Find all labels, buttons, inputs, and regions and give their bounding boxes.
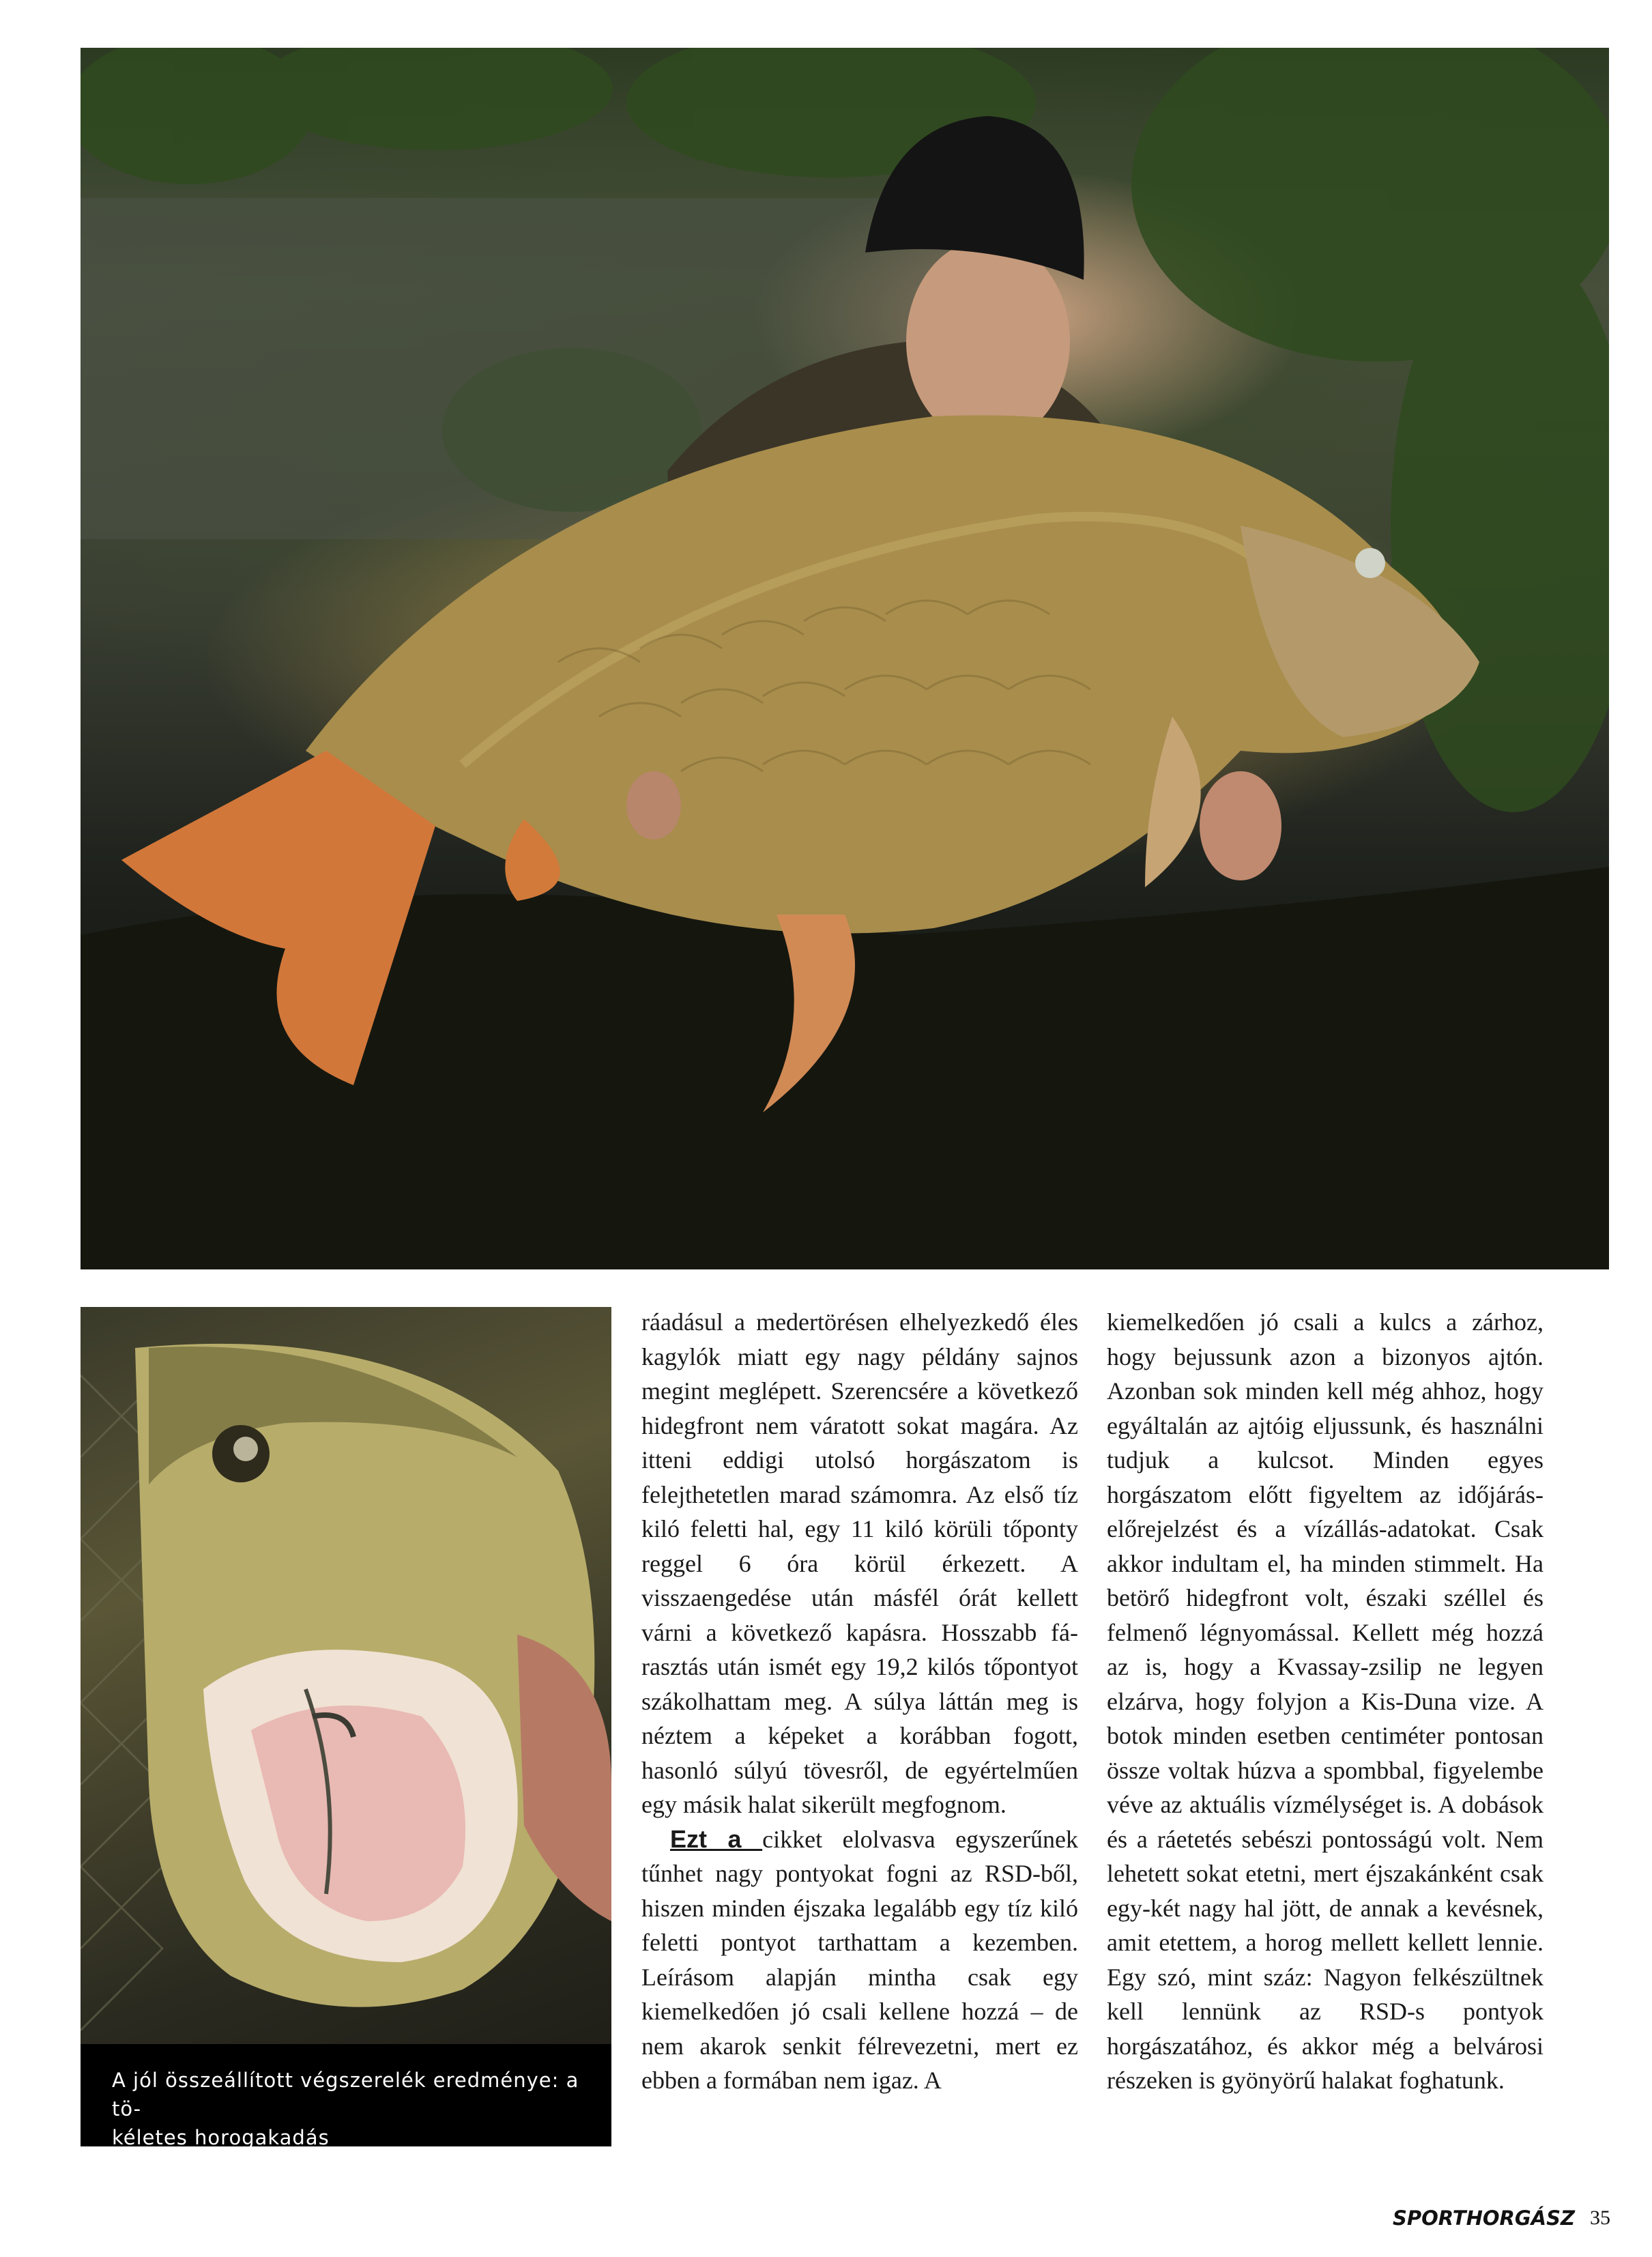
article-paragraph [641, 1822, 1078, 2098]
angler-face [906, 239, 1070, 444]
photo-caption-box [81, 2044, 611, 2149]
photo-caption: A jól összeállított végszerelék eredménye: a tö- kéletes horogakadás [112, 2069, 579, 2149]
hero-photo-illustration [81, 48, 1609, 1269]
closeup-photo-illustration [81, 1307, 611, 2044]
angler-hand [626, 771, 681, 839]
article-paragraph: kiemelkedően jó csali a kulcs a zárhoz, hogy bejussunk azon a bizonyos ajtón. Azonban sok minden kell még ahhoz, hogy egyáltalán az ajtóig eljussunk, és használni tudjuk a kulcsot. Minden egyes horgászatom előtt figyeltem az időjárás-előrejelzést és a vízállás-adatokat. Csak akkor indultam el, ha minden stimmelt. Ha betörő hidegfront volt, északi széllel és felmenő légnyomással. Kellett még hozzá az is, hogy a Kvassay-zsilip ne legyen elzárva, hogy folyjon a Kis-Duna vize. A botok minden esetben centiméter pontosan össze voltak húzva a spombbal, figyelembe véve az aktuális vízmélységet is. A dobások és a ráetetés sebészi pontosságú volt. Nem lehetett sokat etetni, mert éjszakánként csak egy-két nagy hal jött, de annak a kevésnek, amit etettem, a horog mellett kellett lennie. Egy szó, mint száz: Nagyon felkészültnek kell lennünk az RSD-s pontyok horgászatához, és akkor még a belvárosi részeken is gyönyörű halakat foghatunk. [1107, 1308, 1544, 2094]
paragraph-lead-in: Ezt a [670, 1824, 763, 1853]
paragraph-body: cikket elolvasva egyszerűnek tűnhet nagy pontyokat fogni az RSD-ből, hiszen minden éjszaka legalább egy tíz kiló feletti pontyot tarthattam a kezemben. Leírásom alapján mintha csak egy kiemelkedően jó csali kellene hozzá – de nem akarok senkit félrevezetni, mert ez ebben a formában nem igaz. A [641, 1825, 1079, 2094]
article-paragraph: ráadásul a medertörésen elhelyezkedő éles kagylók miatt egy nagy példány sajnos megint meglépett. Szerencsére a következő hidegfront nem váratott sokat magára. Az itteni eddigi utolsó horgászatom is felejthetetlen marad számomra. Az első tíz kiló feletti hal, egy 11 kiló körüli tőponty reggel 6 óra körül érkezett. A visszaengedése után másfél órát kellett várni a következő kapásra. Hosszabb fárasztás után ismét egy 19,2 kilós tőpontyot szákolhattam meg. A súlya láttán meg is néztem a képeket a korábban fogott, hasonló súlyú tövesről, de egyértelműen egy másik halat sikerült megfognom. [641, 1308, 1078, 1818]
page-footer [1378, 2198, 1610, 2239]
article-column-2 [1107, 1305, 1544, 2098]
page-number: 35 [1590, 2206, 1610, 2229]
hero-photo [81, 48, 1609, 1269]
carp-eye [1355, 548, 1385, 578]
closeup-photo [81, 1307, 611, 2146]
angler-hand [1200, 771, 1281, 880]
magazine-brand: SPORTHORGÁSZ [1392, 2206, 1575, 2230]
article-column-1 [641, 1305, 1078, 2098]
